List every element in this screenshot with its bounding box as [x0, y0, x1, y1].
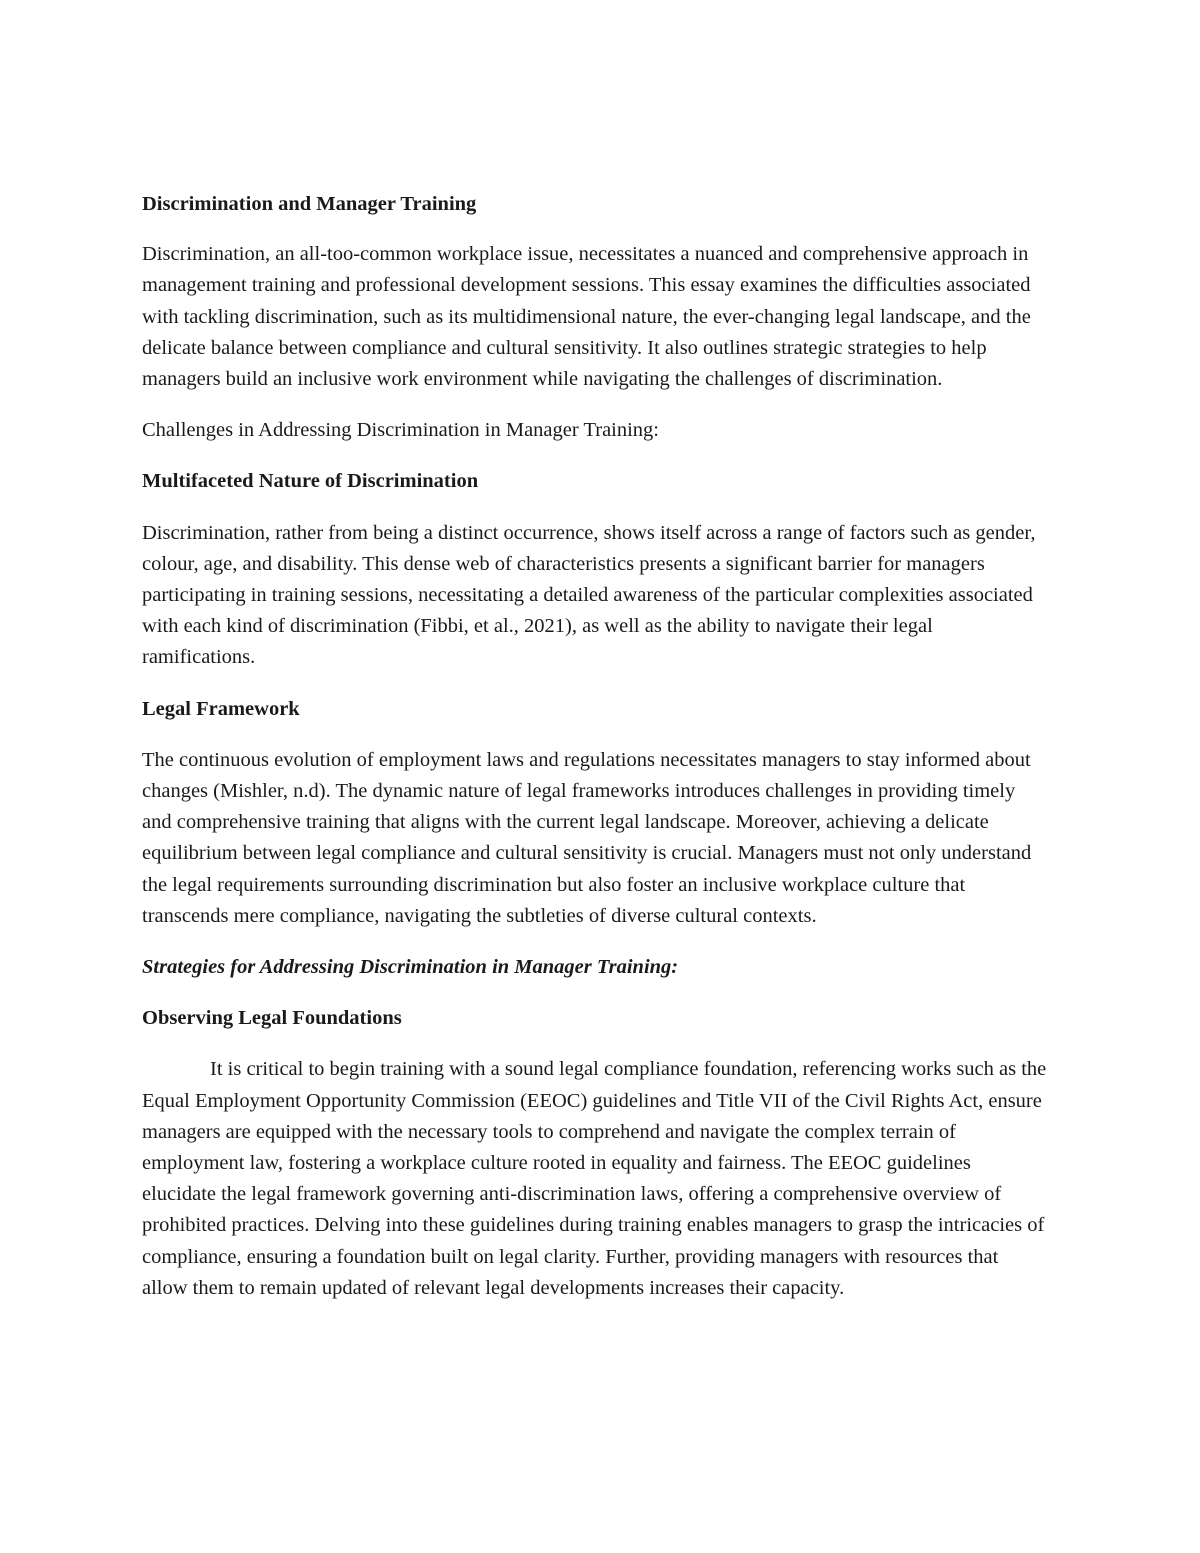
multifaceted-heading: Multifaceted Nature of Discrimination: [142, 470, 479, 493]
multifaceted-paragraph: Discrimination, rather from being a distinct occurrence, shows itself across a range of factors such as gender, colour, age, and disability. This dense web of characteristics presents a significant barrier for managers participating in training sessions, necessitating a detailed awareness of the particular complexities associated with each kind of discrimination (Fibbi, et al., 2021), as well as the ability to navigate their legal ramifications.: [142, 521, 1036, 669]
challenges-heading: Challenges in Addressing Discrimination in Manager Training:: [142, 419, 660, 442]
document-body: [142, 189, 1047, 1304]
legal-framework-heading: Legal Framework: [142, 697, 300, 720]
observing-legal-paragraph: It is critical to begin training with a sound legal compliance foundation, referencing works such as the Equal Employment Opportunity Commission (EEOC) guidelines and Title VII of the Civil Rights Act, ensure managers are equipped with the necessary tools to comprehend and navigate the complex terrain of employment law, fostering a workplace culture rooted in equality and fairness. The EEOC guidelines elucidate the legal framework governing anti-discrimination laws, offering a comprehensive overview of prohibited practices. Delving into these guidelines during training enables managers to grasp the intricacies of compliance, ensuring a foundation built on legal clarity. Further, providing managers with resources that allow them to remain updated of relevant legal developments increases their capacity.: [142, 1058, 1047, 1299]
intro-paragraph: Discrimination, an all-too-common workplace issue, necessitates a nuanced and comprehensive approach in management training and professional development sessions. This essay examines the difficulties associated with tackling discrimination, such as its multidimensional nature, the ever-changing legal landscape, and the delicate balance between compliance and cultural sensitivity. It also outlines strategic strategies to help managers build an inclusive work environment while navigating the challenges of discrimination.: [142, 243, 1031, 391]
strategies-heading: Strategies for Addressing Discrimination in Manager Training:: [142, 956, 679, 979]
document-title: Discrimination and Manager Training: [142, 193, 477, 215]
observing-legal-heading: Observing Legal Foundations: [142, 1007, 402, 1030]
legal-framework-paragraph: The continuous evolution of employment laws and regulations necessitates managers to stay informed about changes (Mishler, n.d). The dynamic nature of legal frameworks introduces challenges in providing timely and comprehensive training that aligns with the current legal landscape. Moreover, achieving a delicate equilibrium between legal compliance and cultural sensitivity is crucial. Managers must not only understand the legal requirements surrounding discrimination but also foster an inclusive workplace culture that transcends mere compliance, navigating the subtleties of diverse cultural contexts.: [142, 748, 1032, 927]
